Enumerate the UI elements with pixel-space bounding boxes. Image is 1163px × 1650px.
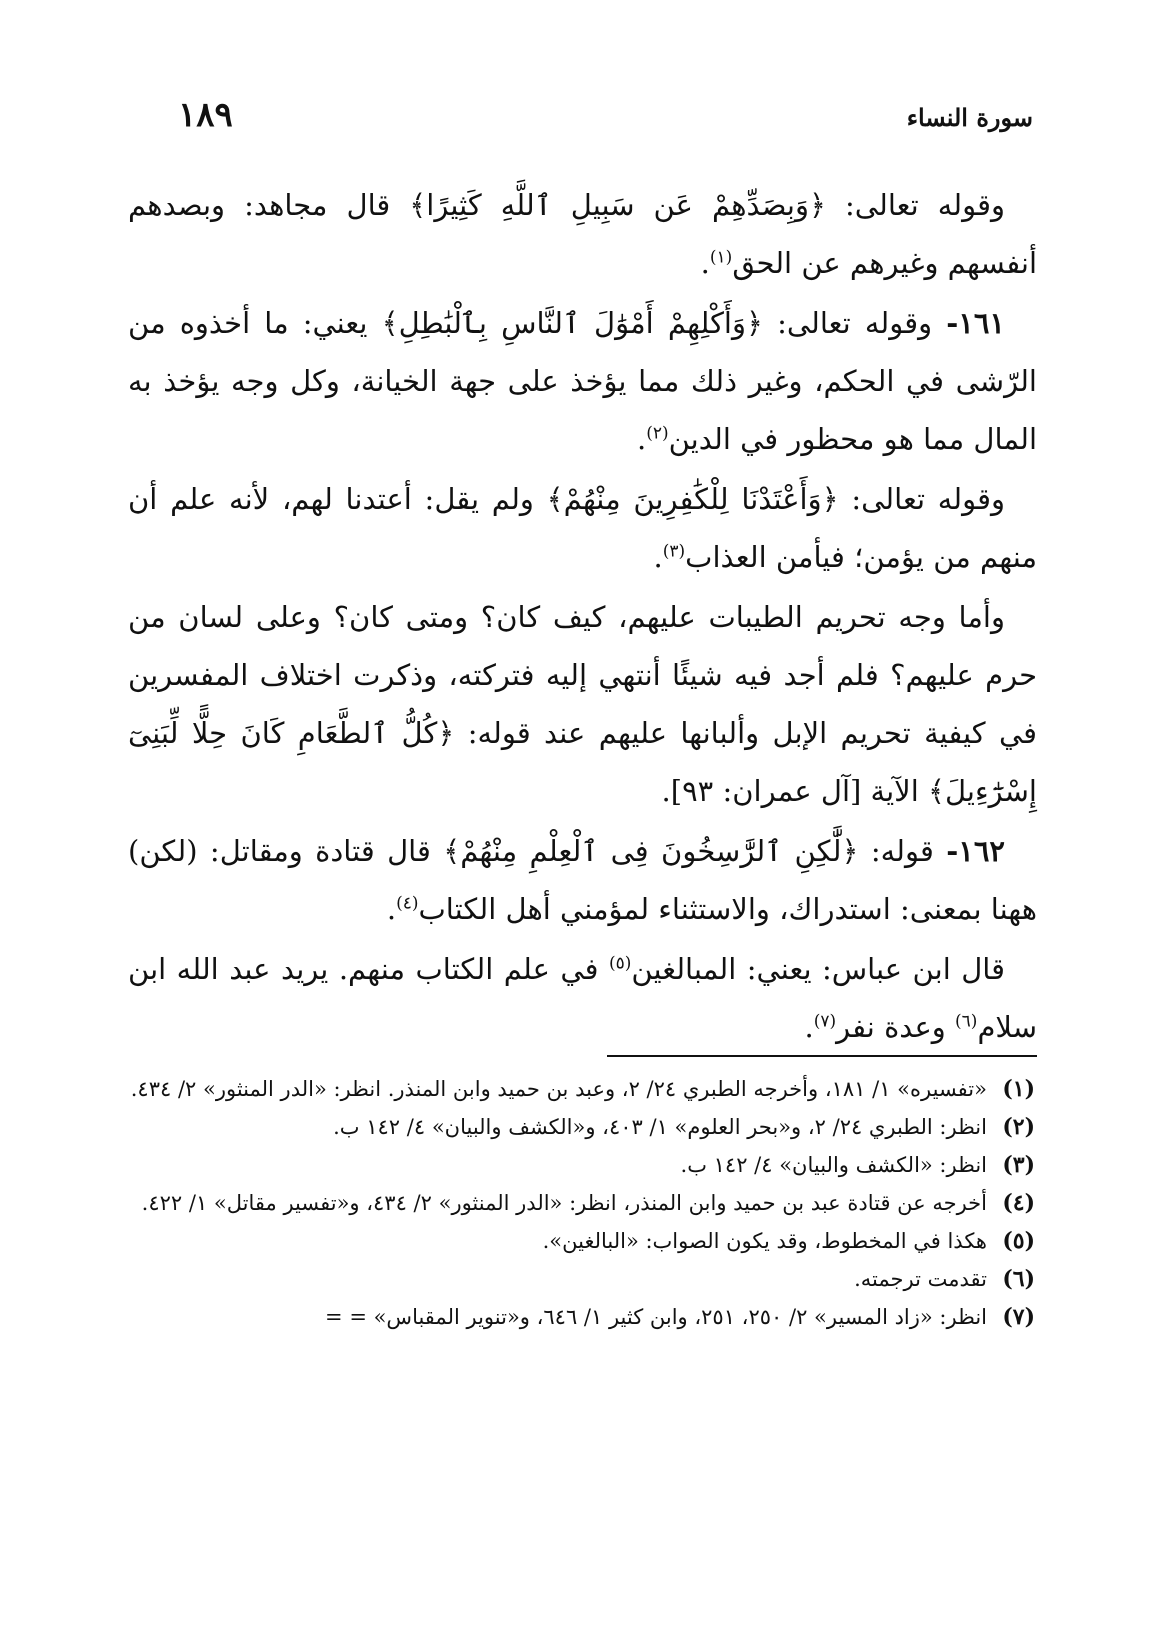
footnote-text: «تفسيره» ١/ ١٨١، وأخرجه الطبري ٢٤/ ٢، وعبد بن حميد وابن المنذر. انظر: «الدر المنثور» ٢/ ٤٣٤.: [130, 1077, 987, 1101]
footnote-mark: (٧): [1002, 1304, 1035, 1330]
paragraph-4: [128, 588, 1037, 820]
footnote-item: [128, 1184, 1035, 1222]
verse-number: ١٦٢-: [946, 834, 1005, 868]
paragraph-6: [128, 940, 1037, 1056]
footnote-mark: (٢): [1002, 1114, 1035, 1140]
footnote-ref: (١): [709, 247, 733, 268]
paragraph-text: وقوله تعالى: ﴿وَأَكْلِهِمْ أَمْوَٰلَ ٱلنَّاسِ بِٱلْبَٰطِلِ﴾ يعني: ما أخذوه من الرّشى في الحكم، وغير ذلك مما يؤخذ على جهة الخيانة، وكل وجه يؤخذ به المال مما هو محظور في الدين: [128, 306, 1037, 456]
paragraph-text: وأما وجه تحريم الطيبات عليهم، كيف كان؟ ومتى كان؟ وعلى لسان من حرم عليهم؟ فلم أجد فيه شيئًا أنتهي إليه فتركته، وذكرت اختلاف المفسرين في كيفية تحريم الإبل وألبانها عليهم عند قوله: ﴿كُلُّ ٱلطَّعَامِ كَانَ حِلًّا لِّبَنِىٓ إِسْرَٰٓءِيلَ﴾ الآية [آل عمران: ٩٣].: [128, 600, 1037, 808]
footnote-item: [128, 1298, 1035, 1336]
period: .: [653, 540, 663, 574]
period: .: [636, 422, 647, 456]
period: .: [700, 246, 710, 280]
footnote-mark: (١): [1002, 1076, 1035, 1102]
paragraph-1: [128, 176, 1037, 292]
verse-number: ١٦١-: [946, 306, 1005, 340]
page-header: [130, 95, 1033, 145]
paragraph-5: [128, 822, 1037, 938]
footnote-ref: (٢): [646, 423, 669, 444]
footnote-text: انظر: «الكشف والبيان» ٤/ ١٤٢ ب.: [680, 1153, 987, 1177]
footnote-ref: (٦): [955, 1011, 978, 1032]
footnote-mark: (٦): [1002, 1266, 1035, 1292]
footnote-text: انظر: الطبري ٢٤/ ٢، و«بحر العلوم» ١/ ٤٠٣، و«الكشف والبيان» ٤/ ١٤٢ ب.: [333, 1115, 987, 1139]
paragraph-text: قال ابن عباس: يعني: المبالغين: [631, 952, 1006, 986]
footnote-item: [128, 1070, 1035, 1108]
footnote-mark: (٥): [1002, 1228, 1035, 1254]
footnote-mark: (٣): [1002, 1152, 1035, 1178]
running-title: سورة النساء: [906, 103, 1033, 132]
paragraph-3: [128, 470, 1037, 586]
footnote-mark: (٤): [1002, 1190, 1035, 1216]
footnote-text: تقدمت ترجمته.: [854, 1267, 987, 1291]
paragraph-text: وعدة نفر: [836, 1010, 956, 1044]
footnote-ref: (٧): [813, 1011, 837, 1032]
footnote-ref: (٣): [662, 541, 686, 562]
footnote-separator: [607, 1055, 1037, 1057]
footnote-item: [128, 1222, 1035, 1260]
main-text: [128, 176, 1037, 1056]
paragraph-text: قوله: ﴿لَّٰكِنِ ٱلرَّٰسِخُونَ فِى ٱلْعِلْمِ مِنْهُمْ﴾ قال قتادة ومقاتل: (لكن) ههنا بمعنى: استدراك، والاستثناء لمؤمني أهل الكتاب: [128, 834, 1037, 926]
footnote-item: [128, 1146, 1035, 1184]
footnote-text: هكذا في المخطوط، وقد يكون الصواب: «البالغين».: [542, 1229, 987, 1253]
footnote-ref: (٤): [396, 893, 419, 914]
paragraph-text: في علم الكتاب منهم. يريد عبد الله ابن سلام: [128, 952, 1037, 1044]
paragraph-2: [128, 294, 1037, 468]
footnote-ref: (٥): [608, 953, 632, 974]
paragraph-text: وقوله تعالى: ﴿وَأَعْتَدْنَا لِلْكَٰفِرِينَ مِنْهُمْ﴾ ولم يقل: أعتدنا لهم، لأنه علم أن منهم من يؤمن؛ فيأمن العذاب: [128, 482, 1037, 574]
page-number: ١٨٩: [178, 95, 233, 135]
footnotes: [128, 1070, 1035, 1336]
footnote-item: [128, 1108, 1035, 1146]
paragraph-text: وقوله تعالى: ﴿وَبِصَدِّهِمْ عَن سَبِيلِ ٱللَّهِ كَثِيرًا﴾ قال مجاهد: وبصدهم أنفسهم وغيرهم عن الحق: [128, 188, 1037, 280]
period: .: [386, 892, 397, 926]
footnote-text: أخرجه عن قتادة عبد بن حميد وابن المنذر، انظر: «الدر المنثور» ٢/ ٤٣٤، و«تفسير مقاتل» ١/ ٤٢٢.: [141, 1191, 987, 1215]
footnote-text: انظر: «زاد المسير» ٢/ ٢٥٠، ٢٥١، وابن كثير ١/ ٦٤٦، و«تنوير المقباس» = =: [325, 1305, 987, 1329]
footnote-item: [128, 1260, 1035, 1298]
period: .: [804, 1010, 814, 1044]
